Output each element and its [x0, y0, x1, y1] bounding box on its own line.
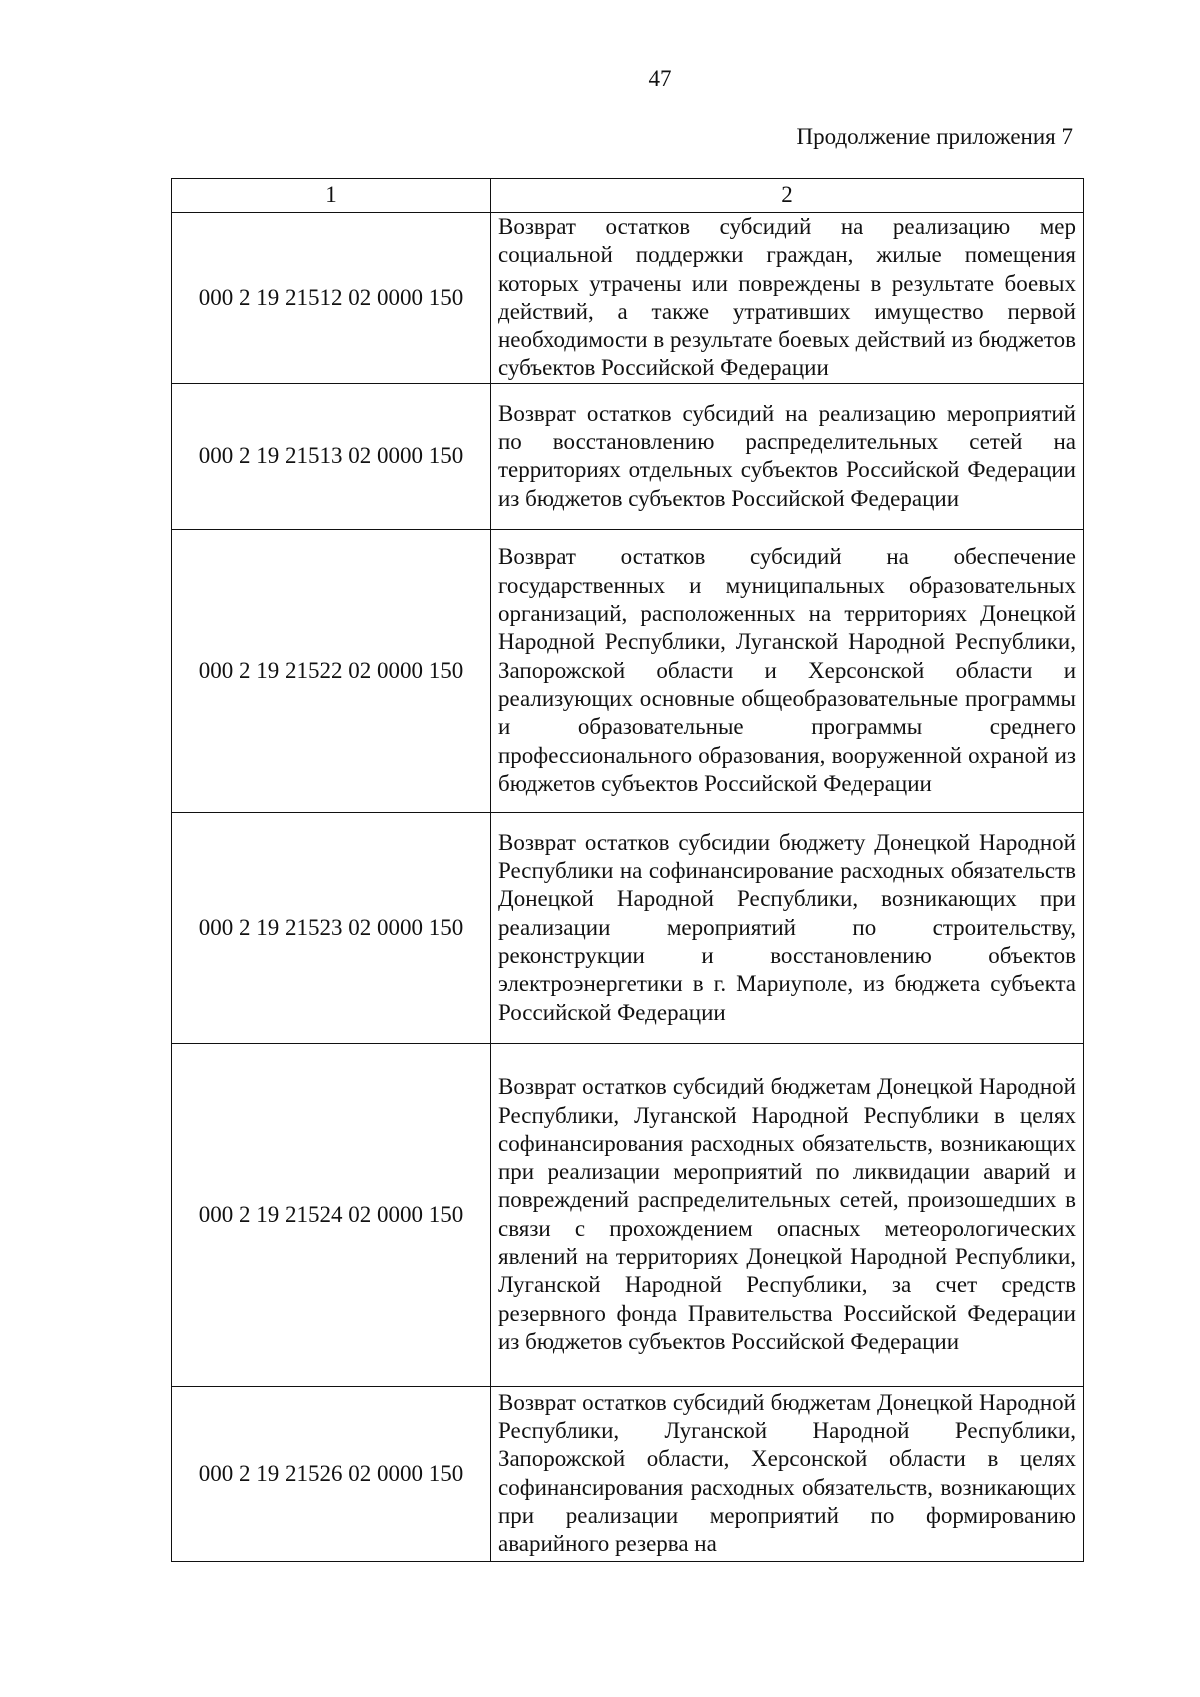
budget-code-cell: 000 2 19 21523 02 0000 150 [172, 812, 491, 1043]
description-cell: Возврат остатков субсидий на реализацию мер социальной поддержки граждан, жилые помещения которых утрачены или повреждены в результате боевых действий, а также утративших имущество первой необходимости в результате боевых действий из бюджетов субъектов Российской Федерации [491, 213, 1084, 384]
budget-code-cell: 000 2 19 21512 02 0000 150 [172, 213, 491, 384]
description-cell: Возврат остатков субсидий бюджетам Донецкой Народной Республики, Луганской Народной Республики в целях софинансирования расходных обязательств, возникающих при реализации мероприятий по ликвидации аварий и повреждений распределительных сетей, произошедших в связи с прохождением опасных метеорологических явлений на территориях Донецкой Народной Республики, Луганской Народной Республики, за счет средств резервного фонда Правительства Российской Федерации из бюджетов субъектов Российской Федерации [491, 1043, 1084, 1386]
description-cell: Возврат остатков субсидии бюджету Донецкой Народной Республики на софинансирование расходных обязательств Донецкой Народной Республики, возникающих при реализации мероприятий по строительству, реконструкции и восстановлению объектов электроэнергетики в г. Мариуполе, из бюджета субъекта Российской Федерации [491, 812, 1084, 1043]
table-row [172, 1386, 1084, 1561]
table-row [172, 1043, 1084, 1386]
budget-code-cell: 000 2 19 21522 02 0000 150 [172, 529, 491, 812]
appendix-continuation-label: Продолжение приложения 7 [796, 124, 1073, 149]
table-row [172, 383, 1084, 529]
column-header-description: 2 [491, 179, 1084, 213]
table-header-row [172, 179, 1084, 213]
budget-codes-table [171, 178, 1084, 1562]
description-cell: Возврат остатков субсидий на реализацию мероприятий по восстановлению распределительных сетей на территориях отдельных субъектов Российской Федерации из бюджетов субъектов Российской Федерации [491, 383, 1084, 529]
table-row [172, 213, 1084, 384]
budget-code-cell: 000 2 19 21524 02 0000 150 [172, 1043, 491, 1386]
description-cell: Возврат остатков субсидий бюджетам Донецкой Народной Республики, Луганской Народной Республики, Запорожской области, Херсонской области в целях софинансирования расходных обязательств, возникающих при реализации мероприятий по формированию аварийного резерва на [491, 1386, 1084, 1561]
column-header-code: 1 [172, 179, 491, 213]
table-row [172, 529, 1084, 812]
table-row [172, 812, 1084, 1043]
description-cell: Возврат остатков субсидий на обеспечение государственных и муниципальных образовательных организаций, расположенных на территориях Донецкой Народной Республики, Луганской Народной Республики, Запорожской области и Херсонской области и реализующих основные общеобразовательные программы и образовательные программы среднего профессионального образования, вооруженной охраной из бюджетов субъектов Российской Федерации [491, 529, 1084, 812]
budget-code-cell: 000 2 19 21526 02 0000 150 [172, 1386, 491, 1561]
page-number: 47 [648, 66, 672, 91]
budget-code-cell: 000 2 19 21513 02 0000 150 [172, 383, 491, 529]
